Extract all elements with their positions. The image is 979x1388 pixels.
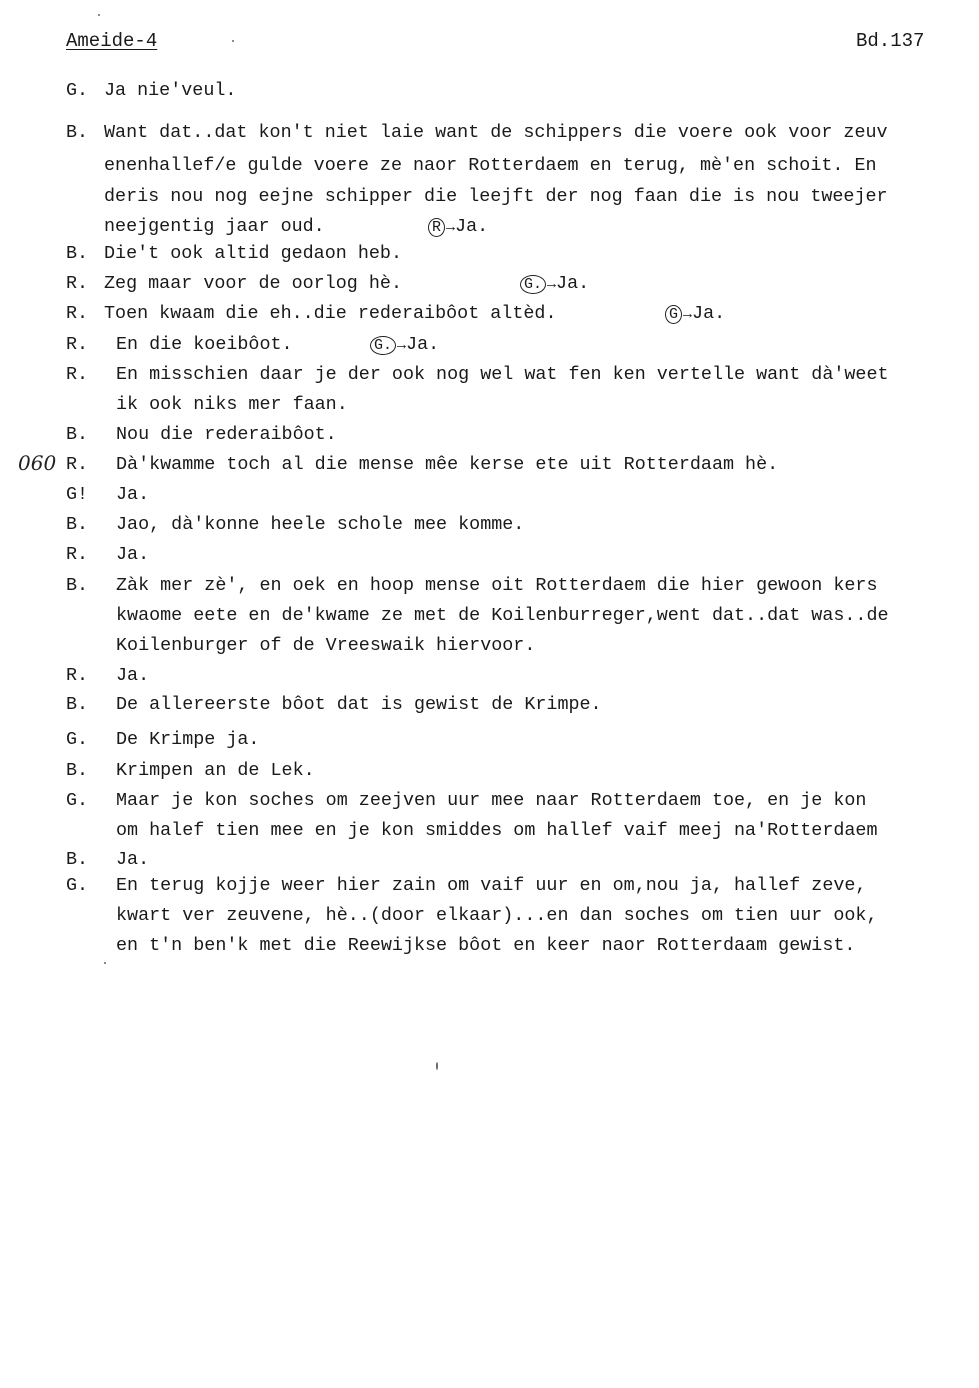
utterance-text: Maar je kon soches om zeejven uur mee naar Rotterdaem toe, en je kon <box>116 790 867 811</box>
utterance-text: om halef tien mee en je kon smiddes om hallef vaif meej na'Rotterdaem <box>116 820 878 841</box>
utterance-text: Zàk mer zè', en oek en hoop mense oit Rotterdaem die hier gewoon kers <box>116 575 878 596</box>
transcript-line <box>0 396 979 418</box>
scan-speck <box>104 962 106 964</box>
transcript-line <box>0 336 979 358</box>
transcript-line <box>0 516 979 538</box>
document-header-title: Ameide-4 <box>66 30 158 52</box>
speaker-label: G! <box>66 484 89 505</box>
transcript-line <box>0 792 979 814</box>
speaker-label: B. <box>66 243 89 264</box>
speaker-label: G. <box>66 729 89 750</box>
interjection-text: Ja. <box>556 273 590 294</box>
utterance-text: en t'n ben'k met die Reewijkse bôot en keer naor Rotterdaam gewist. <box>116 935 856 956</box>
interjection <box>428 218 488 237</box>
transcript-line <box>0 667 979 689</box>
interjection-text: Ja. <box>455 216 489 237</box>
transcript-line <box>0 426 979 448</box>
transcript-line <box>0 762 979 784</box>
arrow-icon: → <box>446 219 456 236</box>
utterance-text: Krimpen an de Lek. <box>116 760 315 781</box>
utterance-text: Ja. <box>116 849 150 870</box>
transcript-line <box>0 731 979 753</box>
transcript-line <box>0 451 979 478</box>
speaker-label: B. <box>66 514 89 535</box>
utterance-text: Want dat..dat kon't niet laie want de schippers die voere ook voor zeuv <box>104 122 888 143</box>
scan-speck <box>436 1062 438 1070</box>
transcript-line <box>0 907 979 929</box>
utterance-text: De allereerste bôot dat is gewist de Krimpe. <box>116 694 602 715</box>
transcript-line <box>0 546 979 568</box>
transcript-line <box>0 188 979 210</box>
speaker-label: B. <box>66 694 89 715</box>
utterance-text: Die't ook altid gedaon heb. <box>104 243 402 264</box>
speaker-label: R. <box>66 454 89 475</box>
speaker-label: G. <box>66 875 89 896</box>
speaker-label: B. <box>66 424 89 445</box>
interjection-text: Ja. <box>406 334 440 355</box>
utterance-text: Zeg maar voor de oorlog hè. <box>104 273 402 294</box>
utterance-text: Nou die rederaibôot. <box>116 424 337 445</box>
speaker-label: B. <box>66 122 89 143</box>
scan-speck <box>232 40 234 42</box>
speaker-label: R. <box>66 273 89 294</box>
transcript-line <box>0 937 979 959</box>
speaker-label: B. <box>66 760 89 781</box>
interjection-text: Ja. <box>692 303 726 324</box>
utterance-text: ik ook niks mer faan. <box>116 394 348 415</box>
speaker-label: R. <box>66 334 89 355</box>
utterance-text: Ja. <box>116 544 150 565</box>
transcript-line <box>0 82 979 104</box>
utterance-text: En die koeibôot. <box>116 334 293 355</box>
speaker-label: R. <box>66 544 89 565</box>
utterance-text: En terug kojje weer hier zain om vaif uur en om,nou ja, hallef zeve, <box>116 875 867 896</box>
utterance-text: Ja. <box>116 665 150 686</box>
arrow-icon: → <box>547 276 557 293</box>
utterance-text: Jao, dà'konne heele schole mee komme. <box>116 514 525 535</box>
circled-speaker-mark: G. <box>370 336 396 355</box>
speaker-label: R. <box>66 303 89 324</box>
utterance-text: enenhallef/e gulde voere ze naor Rotterdaem en terug, mè'en schoit. En <box>104 155 877 176</box>
utterance-text: De Krimpe ja. <box>116 729 260 750</box>
utterance-text: Ja nie'veul. <box>104 80 237 101</box>
page-number: Bd.137 <box>856 30 925 52</box>
utterance-text: Ja. <box>116 484 150 505</box>
speaker-label: G. <box>66 790 89 811</box>
transcript-line <box>0 218 979 240</box>
transcript-line <box>0 877 979 899</box>
circled-speaker-mark: G <box>665 305 682 324</box>
transcript-line <box>0 637 979 659</box>
utterance-text: Koilenburger of de Vreeswaik hiervoor. <box>116 635 536 656</box>
interjection <box>370 336 439 355</box>
arrow-icon: → <box>683 306 693 323</box>
speaker-label: R. <box>66 364 89 385</box>
transcript-line <box>0 577 979 599</box>
transcript-line <box>0 366 979 388</box>
utterance-text: kwart ver zeuvene, hè..(door elkaar)...en dan soches om tien uur ook, <box>116 905 878 926</box>
circled-speaker-mark: G. <box>520 275 546 294</box>
scan-speck <box>98 14 100 16</box>
transcript-line <box>0 305 979 327</box>
transcript-line <box>0 607 979 629</box>
utterance-text: Dà'kwamme toch al die mense mêe kerse ete uit Rotterdaam hè. <box>116 454 779 475</box>
utterance-text: neejgentig jaar oud. <box>104 216 325 237</box>
circled-speaker-mark: R <box>428 218 445 237</box>
speaker-label: G. <box>66 80 89 101</box>
speaker-label: B. <box>66 849 89 870</box>
utterance-text: kwaome eete en de'kwame ze met de Koilenburreger,went dat..dat was..de <box>116 605 889 626</box>
utterance-text: Toen kwaam die eh..die rederaibôot altèd. <box>104 303 557 324</box>
transcript-line <box>0 275 979 297</box>
transcript-line <box>0 696 979 718</box>
transcript-line <box>0 245 979 267</box>
transcript-line <box>0 851 979 873</box>
transcript-line <box>0 157 979 179</box>
interjection <box>520 275 589 294</box>
speaker-label: R. <box>66 665 89 686</box>
speaker-label: B. <box>66 575 89 596</box>
transcript-line <box>0 486 979 508</box>
utterance-text: deris nou nog eejne schipper die leejft der nog faan die is nou tweejer <box>104 186 888 207</box>
transcript-line <box>0 822 979 844</box>
margin-note: 060 <box>18 451 57 475</box>
arrow-icon: → <box>397 337 407 354</box>
transcript-line <box>0 124 979 146</box>
interjection <box>665 305 725 324</box>
utterance-text: En misschien daar je der ook nog wel wat fen ken vertelle want dà'weet <box>116 364 889 385</box>
